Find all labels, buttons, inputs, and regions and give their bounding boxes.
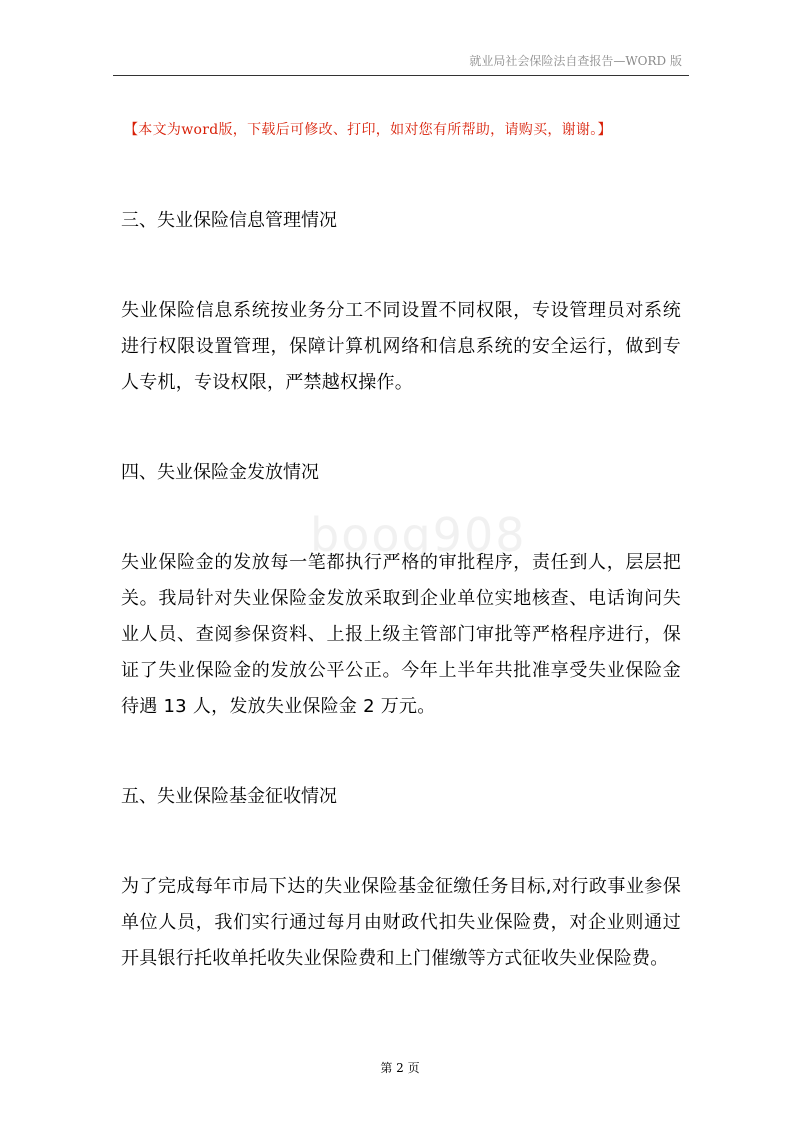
document-header-title: 就业局社会保险法自查报告—WORD 版	[469, 54, 682, 68]
section-paragraph: 失业保险金的发放每一笔都执行严格的审批程序，责任到人，层层把关。我局针对失业保险金发放采取到企业单位实地核查、电话询问失业人员、查阅参保资料、上报上级主管部门审批等严格程序进行，保证了失业保险金的发放公平公正。今年上半年共批准享受失业保险金待遇 13 人，发放失业保险金 2 万元。	[121, 552, 681, 717]
section-paragraph: 为了完成每年市局下达的失业保险基金征缴任务目标,对行政事业参保单位人员，我们实行通过每月由财政代扣失业保险费，对企业则通过开具银行托收单托收失业保险费和上门催缴等方式征收失业保险费。	[121, 876, 681, 969]
section-paragraph: 失业保险信息系统按业务分工不同设置不同权限，专设管理员对系统进行权限设置管理，保障计算机网络和信息系统的安全运行，做到专人专机，专设权限，严禁越权操作。	[121, 300, 681, 393]
section-heading: 三、失业保险信息管理情况	[121, 210, 337, 231]
purchase-notice: 【本文为word版，下载后可修改、打印，如对您有所帮助，请购买，谢谢。】	[124, 122, 612, 138]
header-divider	[113, 75, 689, 76]
section-heading: 五、失业保险基金征收情况	[121, 786, 337, 807]
section-heading: 四、失业保险金发放情况	[121, 462, 319, 483]
watermark: boog908	[310, 508, 527, 562]
document-body	[121, 203, 681, 977]
page-number: 第 2 页	[380, 1061, 420, 1075]
